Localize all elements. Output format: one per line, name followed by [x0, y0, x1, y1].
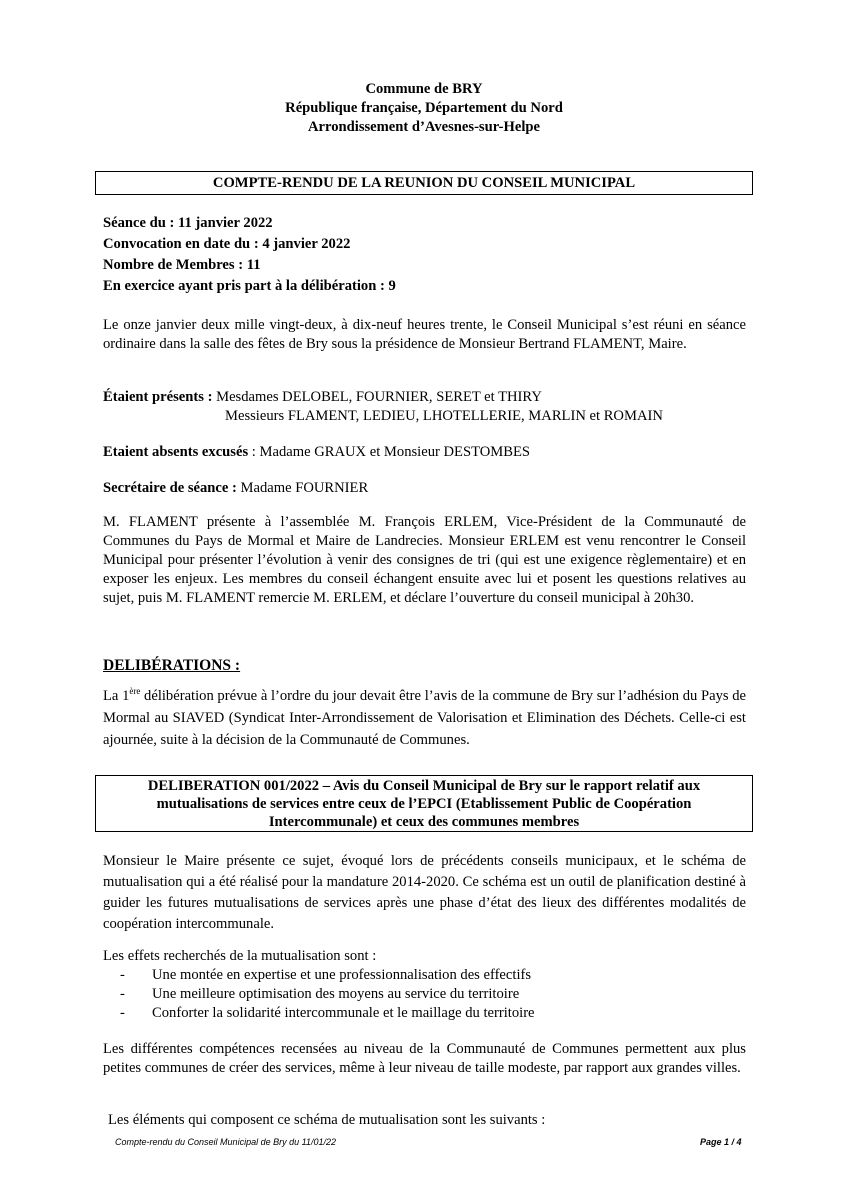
effets-intro: Les effets recherchés de la mutualisation sont :	[103, 948, 377, 964]
presents-label: Étaient présents :	[103, 389, 213, 405]
header-commune: Commune de BRY	[365, 81, 483, 97]
header-republique: République française, Département du Nord	[285, 100, 563, 116]
delib-box-line2: mutualisations de services entre ceux de l’EPCI (Etablissement Public de Coopération	[156, 796, 692, 812]
report-title: COMPTE-RENDU DE LA REUNION DU CONSEIL MUNICIPAL	[212, 175, 636, 191]
report-title-box	[95, 171, 753, 195]
presentation-paragraph: M. FLAMENT présente à l’assemblée M. François ERLEM, Vice-Président de la Communauté de Communes du Pays de Mormal et Maire de Landrecies. Monsieur ERLEM est venu rencontrer le Conseil Municipal pour présenter l’évolution à venir des consignes de tri (qui est une exigence règlementaire) et en exposer les enjeux. Les membres du conseil échangent ensuite avec lui et posent les questions relatives au sujet, puis M. FLAMENT remercie M. ERLEM, et déclare l’ouverture du conseil municipal à 20h30.	[103, 514, 746, 606]
meta-seance: Séance du : 11 janvier 2022	[103, 215, 273, 231]
deliberation-001-box	[95, 775, 753, 832]
elements-line: Les éléments qui composent ce schéma de mutualisation sont les suivants :	[108, 1112, 546, 1128]
first-delib-text: délibération prévue à l’ordre du jour devait être l’avis de la commune de Bry sur l’adhésion du Pays de Mormal au SIAVED (Syndicat Inter-Arrondissement de Valorisation et Elimination des Déchets. Celle-ci est ajournée, suite à la décision de la Communauté de Communes.	[103, 688, 746, 748]
presents-messieurs: Messieurs FLAMENT, LEDIEU, LHOTELLERIE, MARLIN et ROMAIN	[225, 408, 663, 424]
first-deliberation-paragraph	[103, 685, 746, 751]
secretaire-value: Madame FOURNIER	[236, 480, 369, 496]
secretaire-label: Secrétaire de séance :	[103, 480, 237, 496]
session-meta	[103, 213, 396, 297]
competences-paragraph: Les différentes compétences recensées au niveau de la Communauté de Communes permettent aux plus petites communes de créer des services, même à leur niveau de taille modeste, par rapport aux grandes villes.	[103, 1041, 746, 1076]
secretaire-line	[103, 479, 368, 498]
document-header	[0, 80, 848, 137]
first-delib-prefix: La 1	[103, 688, 130, 704]
list-item: - Conforter la solidarité intercommunale et le maillage du territoire	[120, 1005, 535, 1021]
meta-convocation: Convocation en date du : 4 janvier 2022	[103, 236, 351, 252]
presents-mesdames: Mesdames DELOBEL, FOURNIER, SERET et THIRY	[212, 389, 542, 405]
delib-box-line3: Intercommunale) et ceux des communes membres	[268, 814, 580, 830]
absents-value: : Madame GRAUX et Monsieur DESTOMBES	[248, 444, 531, 460]
header-arrondissement: Arrondissement d’Avesnes-sur-Helpe	[308, 119, 540, 135]
first-delib-sup: ère	[129, 686, 141, 697]
maire-presente-paragraph: Monsieur le Maire présente ce sujet, évoqué lors de précédents conseils municipaux, et le schéma de mutualisation qui a été réalisé pour la mandature 2014-2020. Ce schéma est un outil de planification destiné à guider les futures mutualisations de services après une phase d’état des lieux des différentes modalités de coopération intercommunale.	[103, 853, 746, 932]
presents-block	[103, 388, 663, 426]
delib-box-line1: DELIBERATION 001/2022 – Avis du Conseil Municipal de Bry sur le rapport relatif aux	[147, 778, 701, 794]
deliberations-heading: DELIBÉRATIONS :	[103, 657, 241, 674]
list-item: - Une montée en expertise et une professionnalisation des effectifs	[120, 967, 532, 983]
intro-paragraph: Le onze janvier deux mille vingt-deux, à dix-neuf heures trente, le Conseil Municipal s’est réuni en séance ordinaire dans la salle des fêtes de Bry sous la présidence de Monsieur Bertrand FLAMENT, Maire.	[103, 317, 746, 352]
list-item: - Une meilleure optimisation des moyens au service du territoire	[120, 986, 520, 1002]
page-number: Page 1 / 4	[700, 1137, 742, 1147]
meta-membres: Nombre de Membres : 11	[103, 257, 261, 273]
absents-line	[103, 443, 530, 462]
effets-list	[120, 966, 535, 1023]
footer-title: Compte-rendu du Conseil Municipal de Bry du 11/01/22	[115, 1137, 336, 1147]
absents-label: Etaient absents excusés	[103, 444, 249, 460]
meta-exercice: En exercice ayant pris part à la délibération : 9	[103, 278, 396, 294]
